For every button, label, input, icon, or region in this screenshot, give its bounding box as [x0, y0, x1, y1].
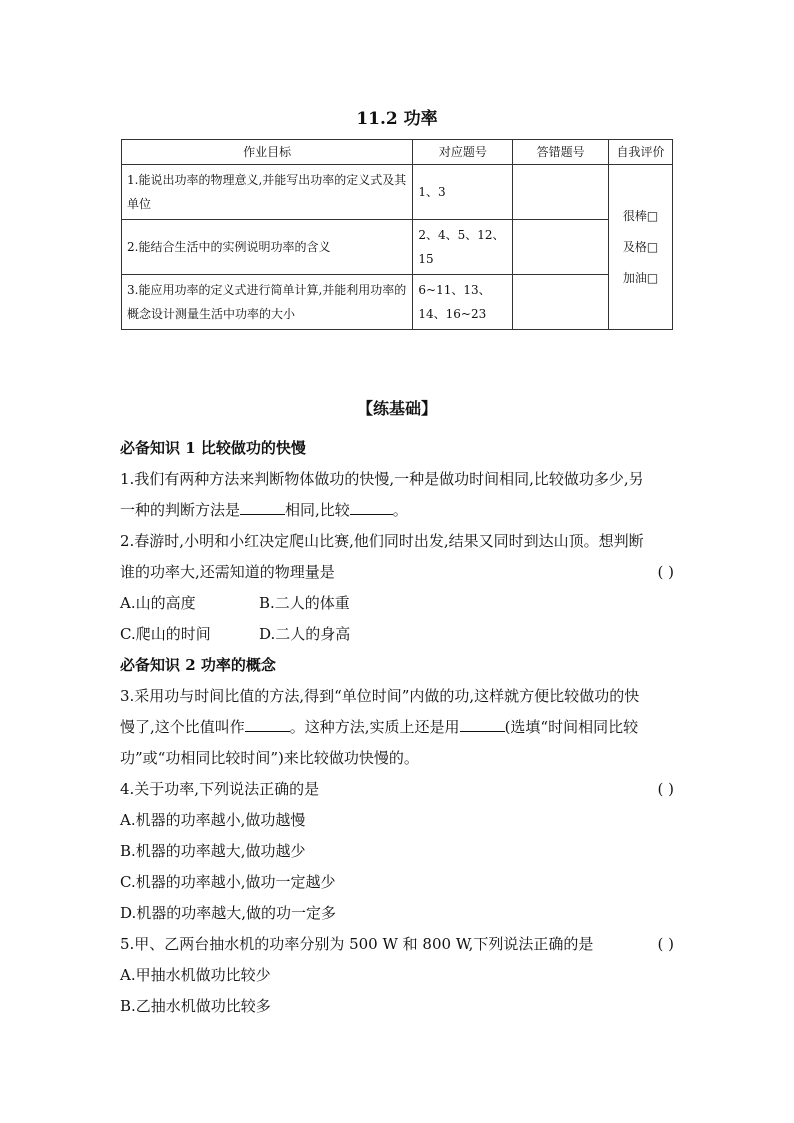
q2-line-1: 2.春游时,小明和小红决定爬山比赛,他们同时出发,结果又同时到达山顶。想判断 [120, 532, 644, 550]
q5-option-a[interactable]: A.甲抽水机做功比较少 [120, 966, 271, 984]
header-questions: 对应题号 [413, 140, 513, 165]
answer-paren[interactable]: ( ) [657, 563, 674, 581]
q4-stem-line [120, 774, 674, 805]
table-row [122, 220, 673, 275]
q1-blank-2[interactable] [350, 496, 393, 515]
q1-text-c: 。 [392, 501, 408, 519]
questions-cell: 6~11、13、14、16~23 [413, 275, 513, 330]
eval-great[interactable]: 很棒□ [622, 208, 659, 223]
q1-text-b: 相同,比较 [285, 501, 350, 519]
wrong-cell[interactable] [513, 275, 609, 330]
exercise-body [120, 433, 674, 1022]
q4-option-b[interactable]: B.机器的功率越大,做功越少 [120, 842, 306, 860]
questions-cell: 1、3 [413, 165, 513, 220]
goal-cell: 2.能结合生活中的实例说明功率的含义 [122, 220, 413, 275]
q3-text-b: 。这种方法,实质上还是用 [289, 718, 460, 736]
header-goal: 作业目标 [122, 140, 413, 165]
answer-paren[interactable]: ( ) [657, 935, 674, 953]
q3-line-1: 3.采用功与时间比值的方法,得到“单位时间”内做的功,这样就方便比较做功的快 [120, 687, 640, 705]
q2-options-cd [120, 619, 674, 650]
q2-option-d[interactable]: D.二人的身高 [259, 625, 351, 643]
q3-blank-2[interactable] [460, 713, 505, 732]
eval-try-harder[interactable]: 加油□ [622, 270, 659, 285]
table-header-row [122, 140, 673, 165]
q5-stem: 5.甲、乙两台抽水机的功率分别为 500 W 和 800 W,下列说法正确的是 [120, 935, 594, 953]
knowledge-heading-1: 必备知识 1 比较做功的快慢 [120, 439, 306, 457]
goal-cell: 3.能应用功率的定义式进行简单计算,并能利用功率的概念设计测量生活中功率的大小 [122, 275, 413, 330]
questions-cell: 2、4、5、12、15 [413, 220, 513, 275]
header-wrong: 答错题号 [513, 140, 609, 165]
q4-stem: 4.关于功率,下列说法正确的是 [120, 780, 320, 798]
section-title: 【练基础】 [356, 399, 437, 418]
q1-text-a: 一种的判断方法是 [120, 501, 241, 519]
q1-line-1: 1.我们有两种方法来判断物体做功的快慢,一种是做功时间相同,比较做功多少,另 [120, 470, 644, 488]
q1-blank-1[interactable] [240, 496, 285, 515]
q2-option-c[interactable]: C.爬山的时间 [120, 625, 211, 643]
q1-line-2 [120, 495, 674, 526]
answer-paren[interactable]: ( ) [657, 780, 674, 798]
goal-cell: 1.能说出功率的物理意义,并能写出功率的定义式及其单位 [122, 165, 413, 220]
table-row [122, 165, 673, 220]
table-row [122, 275, 673, 330]
q2-option-a[interactable]: A.山的高度 [120, 594, 196, 612]
q3-line-3: 功”或“功相同比较时间”)来比较做功快慢的。 [120, 749, 419, 767]
q2-option-b[interactable]: B.二人的体重 [259, 594, 350, 612]
self-eval-cell[interactable] [609, 165, 673, 330]
q3-text-a: 慢了,这个比值叫作 [120, 718, 245, 736]
q3-line-2 [120, 712, 674, 743]
header-self-eval: 自我评价 [609, 140, 673, 165]
q5-stem-line [120, 929, 674, 960]
wrong-cell[interactable] [513, 220, 609, 275]
q4-option-d[interactable]: D.机器的功率越大,做的功一定多 [120, 904, 337, 922]
eval-pass[interactable]: 及格□ [622, 239, 659, 254]
q5-option-b[interactable]: B.乙抽水机做功比较多 [120, 997, 271, 1015]
goals-table [121, 139, 673, 330]
q3-blank-1[interactable] [245, 713, 290, 732]
q4-option-c[interactable]: C.机器的功率越小,做功一定越少 [120, 873, 336, 891]
q2-stem: 谁的功率大,还需知道的物理量是 [120, 563, 335, 581]
page-title: 11.2 功率 [356, 109, 438, 129]
q4-option-a[interactable]: A.机器的功率越小,做功越慢 [120, 811, 306, 829]
q3-text-c: (选填“时间相同比较 [504, 718, 639, 736]
q2-options-ab [120, 588, 674, 619]
knowledge-heading-2: 必备知识 2 功率的概念 [120, 656, 276, 674]
wrong-cell[interactable] [513, 165, 609, 220]
q2-line-2 [120, 557, 674, 588]
